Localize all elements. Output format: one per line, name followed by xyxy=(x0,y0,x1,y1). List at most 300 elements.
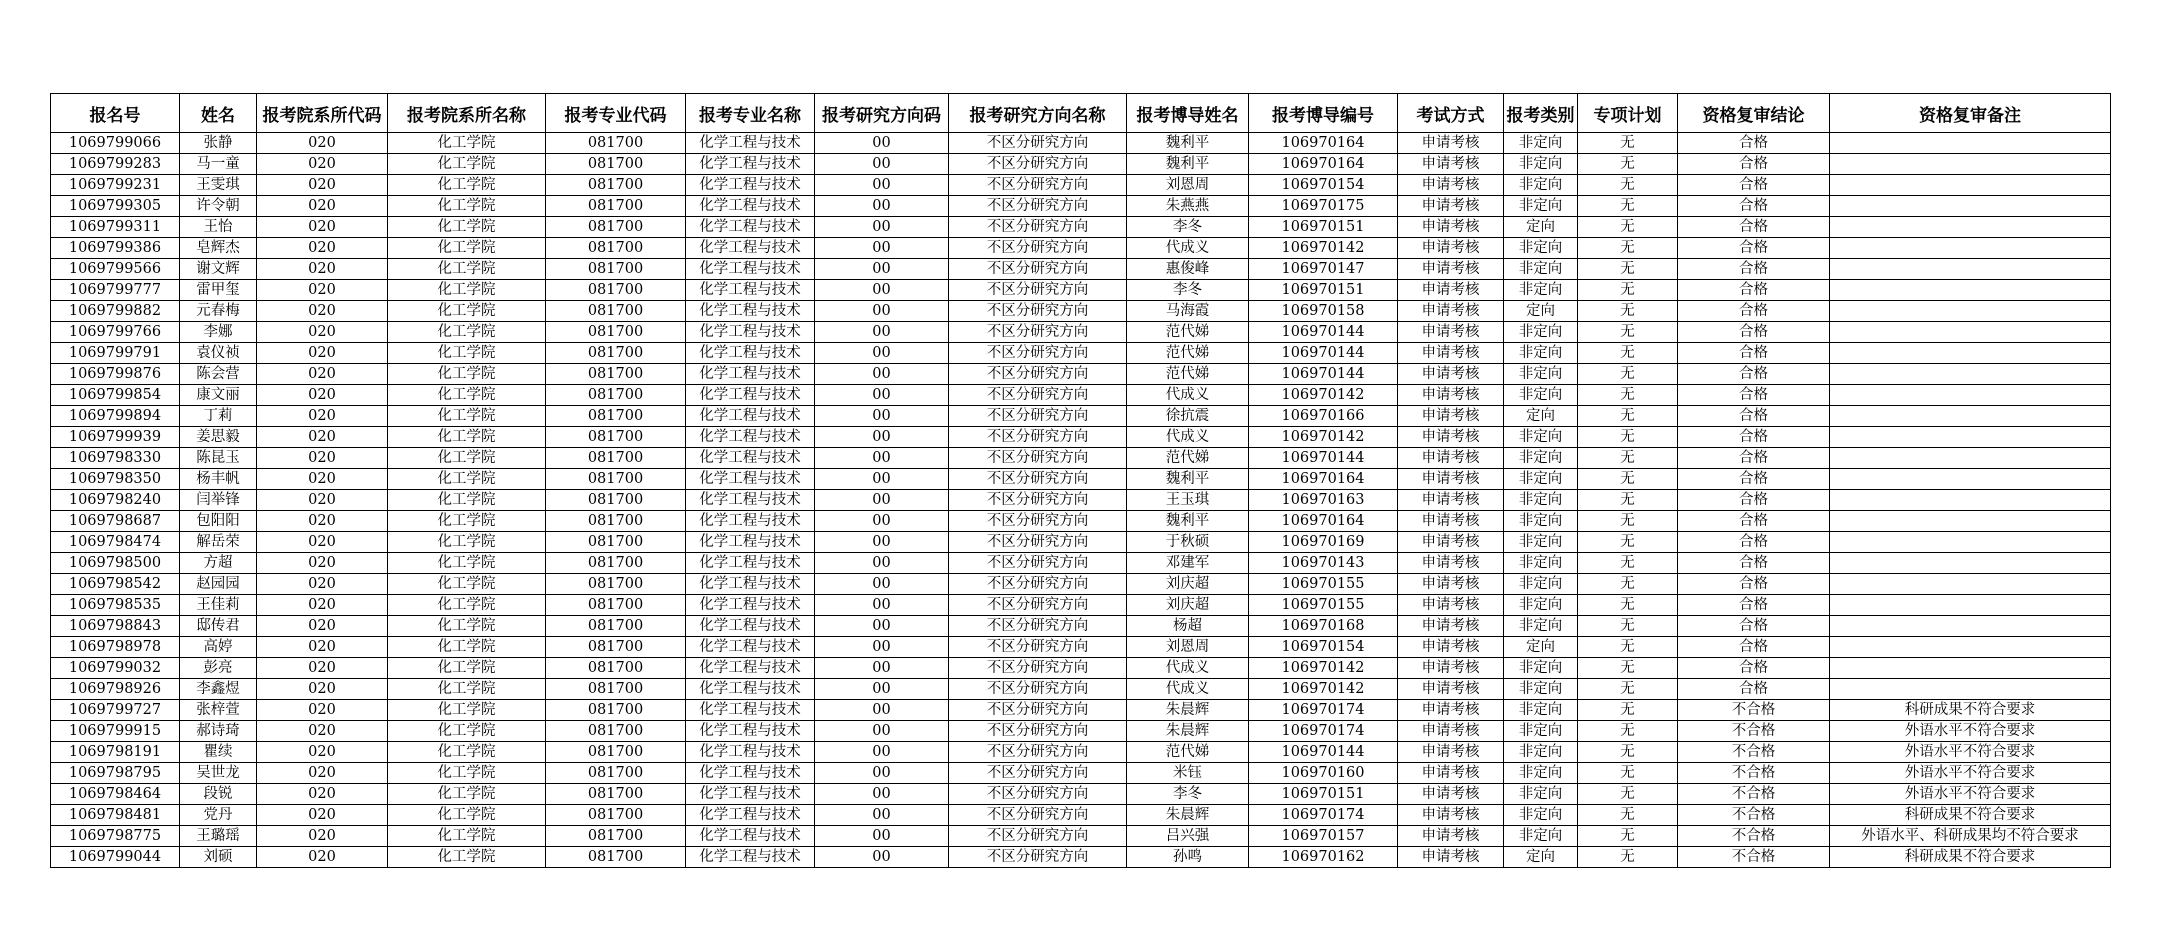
cell-category: 非定向 xyxy=(1504,532,1578,553)
cell-review-remark xyxy=(1830,595,2111,616)
cell-review-remark xyxy=(1830,322,2111,343)
cell-name: 王佳莉 xyxy=(180,595,257,616)
cell-review-result: 不合格 xyxy=(1678,784,1830,805)
cell-review-result: 合格 xyxy=(1678,574,1830,595)
table-row xyxy=(51,259,2111,280)
cell-major-code: 081700 xyxy=(546,595,686,616)
cell-name: 康文丽 xyxy=(180,385,257,406)
cell-special-plan: 无 xyxy=(1578,784,1678,805)
cell-major-code: 081700 xyxy=(546,826,686,847)
cell-special-plan: 无 xyxy=(1578,448,1678,469)
cell-direction-code: 00 xyxy=(815,364,949,385)
cell-dept-name: 化工学院 xyxy=(388,658,546,679)
cell-major-code: 081700 xyxy=(546,406,686,427)
cell-dept-name: 化工学院 xyxy=(388,364,546,385)
table-row xyxy=(51,658,2111,679)
cell-category: 非定向 xyxy=(1504,259,1578,280)
table-row xyxy=(51,847,2111,868)
cell-name: 张梓萱 xyxy=(180,700,257,721)
cell-dept-name: 化工学院 xyxy=(388,595,546,616)
cell-direction-name: 不区分研究方向 xyxy=(949,490,1127,511)
cell-review-remark xyxy=(1830,469,2111,490)
cell-review-result: 合格 xyxy=(1678,406,1830,427)
cell-review-remark: 科研成果不符合要求 xyxy=(1830,700,2111,721)
header-review-result: 资格复审结论 xyxy=(1678,94,1830,133)
cell-application-no: 1069799915 xyxy=(51,721,180,742)
cell-dept-name: 化工学院 xyxy=(388,322,546,343)
cell-direction-name: 不区分研究方向 xyxy=(949,238,1127,259)
cell-special-plan: 无 xyxy=(1578,763,1678,784)
cell-dept-name: 化工学院 xyxy=(388,280,546,301)
cell-name: 彭亮 xyxy=(180,658,257,679)
cell-review-remark xyxy=(1830,658,2111,679)
cell-dept-name: 化工学院 xyxy=(388,259,546,280)
cell-review-remark: 外语水平、科研成果均不符合要求 xyxy=(1830,826,2111,847)
cell-exam-method: 申请考核 xyxy=(1398,679,1504,700)
table-row xyxy=(51,511,2111,532)
cell-major-code: 081700 xyxy=(546,742,686,763)
cell-category: 非定向 xyxy=(1504,616,1578,637)
cell-direction-code: 00 xyxy=(815,574,949,595)
cell-review-result: 合格 xyxy=(1678,616,1830,637)
cell-review-result: 合格 xyxy=(1678,637,1830,658)
cell-review-result: 不合格 xyxy=(1678,805,1830,826)
table-row xyxy=(51,217,2111,238)
cell-dept-name: 化工学院 xyxy=(388,553,546,574)
cell-major-code: 081700 xyxy=(546,763,686,784)
cell-supervisor-id: 106970155 xyxy=(1249,595,1398,616)
cell-category: 非定向 xyxy=(1504,385,1578,406)
cell-direction-name: 不区分研究方向 xyxy=(949,532,1127,553)
table-row xyxy=(51,385,2111,406)
cell-supervisor-name: 范代娣 xyxy=(1127,448,1249,469)
table-row xyxy=(51,406,2111,427)
cell-direction-name: 不区分研究方向 xyxy=(949,385,1127,406)
cell-name: 姜思毅 xyxy=(180,427,257,448)
cell-major-name: 化学工程与技术 xyxy=(686,154,815,175)
cell-supervisor-id: 106970151 xyxy=(1249,784,1398,805)
cell-special-plan: 无 xyxy=(1578,385,1678,406)
cell-direction-name: 不区分研究方向 xyxy=(949,175,1127,196)
cell-major-code: 081700 xyxy=(546,133,686,154)
cell-direction-code: 00 xyxy=(815,196,949,217)
cell-special-plan: 无 xyxy=(1578,364,1678,385)
cell-direction-name: 不区分研究方向 xyxy=(949,805,1127,826)
cell-application-no: 1069799876 xyxy=(51,364,180,385)
cell-direction-name: 不区分研究方向 xyxy=(949,154,1127,175)
cell-supervisor-name: 代成义 xyxy=(1127,427,1249,448)
cell-direction-code: 00 xyxy=(815,343,949,364)
cell-application-no: 1069799311 xyxy=(51,217,180,238)
cell-direction-code: 00 xyxy=(815,553,949,574)
cell-review-result: 合格 xyxy=(1678,280,1830,301)
cell-supervisor-id: 106970144 xyxy=(1249,364,1398,385)
cell-dept-code: 020 xyxy=(257,742,388,763)
header-application-no: 报名号 xyxy=(51,94,180,133)
cell-review-remark xyxy=(1830,637,2111,658)
cell-exam-method: 申请考核 xyxy=(1398,658,1504,679)
cell-major-code: 081700 xyxy=(546,196,686,217)
cell-direction-name: 不区分研究方向 xyxy=(949,469,1127,490)
cell-supervisor-id: 106970147 xyxy=(1249,259,1398,280)
cell-major-name: 化学工程与技术 xyxy=(686,805,815,826)
cell-supervisor-name: 魏利平 xyxy=(1127,133,1249,154)
table-row xyxy=(51,721,2111,742)
cell-major-name: 化学工程与技术 xyxy=(686,763,815,784)
cell-category: 非定向 xyxy=(1504,721,1578,742)
cell-direction-code: 00 xyxy=(815,742,949,763)
cell-exam-method: 申请考核 xyxy=(1398,574,1504,595)
cell-special-plan: 无 xyxy=(1578,343,1678,364)
cell-exam-method: 申请考核 xyxy=(1398,847,1504,868)
header-major-name: 报考专业名称 xyxy=(686,94,815,133)
cell-supervisor-name: 朱晨辉 xyxy=(1127,721,1249,742)
cell-special-plan: 无 xyxy=(1578,574,1678,595)
cell-review-result: 合格 xyxy=(1678,427,1830,448)
cell-special-plan: 无 xyxy=(1578,406,1678,427)
table-row xyxy=(51,784,2111,805)
cell-direction-name: 不区分研究方向 xyxy=(949,679,1127,700)
cell-name: 雷甲玺 xyxy=(180,280,257,301)
cell-category: 非定向 xyxy=(1504,679,1578,700)
cell-exam-method: 申请考核 xyxy=(1398,595,1504,616)
cell-name: 高婷 xyxy=(180,637,257,658)
cell-major-code: 081700 xyxy=(546,301,686,322)
cell-dept-code: 020 xyxy=(257,301,388,322)
cell-name: 王雯琪 xyxy=(180,175,257,196)
header-supervisor-id: 报考博导编号 xyxy=(1249,94,1398,133)
cell-supervisor-id: 106970142 xyxy=(1249,658,1398,679)
cell-direction-name: 不区分研究方向 xyxy=(949,280,1127,301)
cell-major-name: 化学工程与技术 xyxy=(686,679,815,700)
cell-special-plan: 无 xyxy=(1578,259,1678,280)
cell-supervisor-id: 106970144 xyxy=(1249,742,1398,763)
cell-special-plan: 无 xyxy=(1578,637,1678,658)
cell-supervisor-name: 代成义 xyxy=(1127,679,1249,700)
cell-review-remark xyxy=(1830,490,2111,511)
table-row xyxy=(51,637,2111,658)
cell-special-plan: 无 xyxy=(1578,511,1678,532)
cell-major-name: 化学工程与技术 xyxy=(686,700,815,721)
cell-category: 非定向 xyxy=(1504,343,1578,364)
cell-major-name: 化学工程与技术 xyxy=(686,448,815,469)
cell-major-name: 化学工程与技术 xyxy=(686,574,815,595)
cell-special-plan: 无 xyxy=(1578,553,1678,574)
cell-major-code: 081700 xyxy=(546,175,686,196)
cell-review-result: 合格 xyxy=(1678,553,1830,574)
cell-major-name: 化学工程与技术 xyxy=(686,385,815,406)
table-row xyxy=(51,574,2111,595)
cell-direction-code: 00 xyxy=(815,406,949,427)
cell-exam-method: 申请考核 xyxy=(1398,322,1504,343)
cell-supervisor-id: 106970142 xyxy=(1249,427,1398,448)
cell-direction-name: 不区分研究方向 xyxy=(949,574,1127,595)
cell-review-result: 合格 xyxy=(1678,133,1830,154)
cell-major-name: 化学工程与技术 xyxy=(686,532,815,553)
cell-special-plan: 无 xyxy=(1578,532,1678,553)
cell-dept-code: 020 xyxy=(257,826,388,847)
cell-major-name: 化学工程与技术 xyxy=(686,322,815,343)
cell-category: 非定向 xyxy=(1504,280,1578,301)
cell-dept-code: 020 xyxy=(257,364,388,385)
cell-major-code: 081700 xyxy=(546,700,686,721)
cell-major-name: 化学工程与技术 xyxy=(686,469,815,490)
cell-category: 非定向 xyxy=(1504,490,1578,511)
cell-name: 张静 xyxy=(180,133,257,154)
cell-supervisor-name: 邓建军 xyxy=(1127,553,1249,574)
cell-supervisor-name: 范代娣 xyxy=(1127,742,1249,763)
cell-review-result: 合格 xyxy=(1678,154,1830,175)
cell-special-plan: 无 xyxy=(1578,742,1678,763)
cell-supervisor-name: 范代娣 xyxy=(1127,343,1249,364)
cell-dept-name: 化工学院 xyxy=(388,154,546,175)
table-row xyxy=(51,280,2111,301)
cell-exam-method: 申请考核 xyxy=(1398,133,1504,154)
cell-category: 非定向 xyxy=(1504,826,1578,847)
cell-supervisor-name: 刘恩周 xyxy=(1127,637,1249,658)
cell-exam-method: 申请考核 xyxy=(1398,238,1504,259)
cell-name: 元春梅 xyxy=(180,301,257,322)
cell-supervisor-name: 李冬 xyxy=(1127,217,1249,238)
cell-exam-method: 申请考核 xyxy=(1398,721,1504,742)
cell-category: 非定向 xyxy=(1504,175,1578,196)
cell-direction-code: 00 xyxy=(815,658,949,679)
cell-application-no: 1069798481 xyxy=(51,805,180,826)
cell-category: 非定向 xyxy=(1504,784,1578,805)
cell-direction-code: 00 xyxy=(815,511,949,532)
cell-major-code: 081700 xyxy=(546,658,686,679)
cell-name: 皂辉杰 xyxy=(180,238,257,259)
cell-supervisor-name: 朱燕燕 xyxy=(1127,196,1249,217)
cell-name: 王怡 xyxy=(180,217,257,238)
cell-major-code: 081700 xyxy=(546,280,686,301)
cell-direction-name: 不区分研究方向 xyxy=(949,406,1127,427)
cell-dept-name: 化工学院 xyxy=(388,700,546,721)
cell-supervisor-id: 106970142 xyxy=(1249,238,1398,259)
cell-supervisor-id: 106970154 xyxy=(1249,637,1398,658)
cell-review-result: 不合格 xyxy=(1678,826,1830,847)
cell-review-result: 合格 xyxy=(1678,595,1830,616)
cell-category: 定向 xyxy=(1504,406,1578,427)
cell-exam-method: 申请考核 xyxy=(1398,196,1504,217)
cell-major-name: 化学工程与技术 xyxy=(686,406,815,427)
cell-special-plan: 无 xyxy=(1578,700,1678,721)
cell-major-code: 081700 xyxy=(546,448,686,469)
cell-supervisor-id: 106970144 xyxy=(1249,448,1398,469)
cell-name: 方超 xyxy=(180,553,257,574)
cell-major-code: 081700 xyxy=(546,805,686,826)
table-row xyxy=(51,343,2111,364)
cell-dept-code: 020 xyxy=(257,532,388,553)
cell-dept-code: 020 xyxy=(257,280,388,301)
cell-supervisor-name: 朱晨辉 xyxy=(1127,805,1249,826)
cell-dept-name: 化工学院 xyxy=(388,532,546,553)
cell-major-code: 081700 xyxy=(546,469,686,490)
cell-review-remark xyxy=(1830,385,2111,406)
cell-exam-method: 申请考核 xyxy=(1398,364,1504,385)
cell-direction-name: 不区分研究方向 xyxy=(949,763,1127,784)
cell-review-result: 不合格 xyxy=(1678,742,1830,763)
cell-major-code: 081700 xyxy=(546,532,686,553)
cell-review-remark xyxy=(1830,448,2111,469)
cell-supervisor-name: 魏利平 xyxy=(1127,469,1249,490)
header-name: 姓名 xyxy=(180,94,257,133)
table-row xyxy=(51,469,2111,490)
cell-review-remark xyxy=(1830,259,2111,280)
cell-name: 邸传君 xyxy=(180,616,257,637)
cell-special-plan: 无 xyxy=(1578,427,1678,448)
cell-major-name: 化学工程与技术 xyxy=(686,217,815,238)
cell-category: 非定向 xyxy=(1504,658,1578,679)
cell-direction-code: 00 xyxy=(815,721,949,742)
cell-supervisor-id: 106970158 xyxy=(1249,301,1398,322)
cell-category: 非定向 xyxy=(1504,448,1578,469)
cell-name: 马一童 xyxy=(180,154,257,175)
cell-major-name: 化学工程与技术 xyxy=(686,490,815,511)
header-dept-name: 报考院系所名称 xyxy=(388,94,546,133)
cell-application-no: 1069799882 xyxy=(51,301,180,322)
cell-dept-code: 020 xyxy=(257,700,388,721)
cell-review-result: 合格 xyxy=(1678,364,1830,385)
cell-category: 非定向 xyxy=(1504,595,1578,616)
cell-review-remark: 外语水平不符合要求 xyxy=(1830,721,2111,742)
cell-dept-name: 化工学院 xyxy=(388,574,546,595)
cell-direction-name: 不区分研究方向 xyxy=(949,616,1127,637)
cell-dept-code: 020 xyxy=(257,658,388,679)
cell-supervisor-id: 106970155 xyxy=(1249,574,1398,595)
cell-supervisor-id: 106970168 xyxy=(1249,616,1398,637)
cell-review-remark xyxy=(1830,427,2111,448)
cell-direction-code: 00 xyxy=(815,532,949,553)
cell-direction-code: 00 xyxy=(815,469,949,490)
header-direction-code: 报考研究方向码 xyxy=(815,94,949,133)
cell-review-result: 不合格 xyxy=(1678,847,1830,868)
cell-name: 李娜 xyxy=(180,322,257,343)
cell-review-remark xyxy=(1830,154,2111,175)
cell-exam-method: 申请考核 xyxy=(1398,805,1504,826)
cell-dept-name: 化工学院 xyxy=(388,133,546,154)
cell-dept-code: 020 xyxy=(257,595,388,616)
cell-supervisor-id: 106970142 xyxy=(1249,679,1398,700)
cell-application-no: 1069798500 xyxy=(51,553,180,574)
table-row xyxy=(51,175,2111,196)
cell-dept-code: 020 xyxy=(257,133,388,154)
cell-dept-code: 020 xyxy=(257,784,388,805)
cell-review-remark xyxy=(1830,217,2111,238)
table-row xyxy=(51,763,2111,784)
cell-direction-code: 00 xyxy=(815,280,949,301)
cell-application-no: 1069799305 xyxy=(51,196,180,217)
cell-supervisor-id: 106970162 xyxy=(1249,847,1398,868)
cell-application-no: 1069799777 xyxy=(51,280,180,301)
cell-dept-name: 化工学院 xyxy=(388,721,546,742)
header-review-remark: 资格复审备注 xyxy=(1830,94,2111,133)
table-row xyxy=(51,532,2111,553)
cell-major-name: 化学工程与技术 xyxy=(686,427,815,448)
cell-exam-method: 申请考核 xyxy=(1398,700,1504,721)
cell-direction-name: 不区分研究方向 xyxy=(949,826,1127,847)
cell-dept-name: 化工学院 xyxy=(388,343,546,364)
table-row xyxy=(51,490,2111,511)
cell-exam-method: 申请考核 xyxy=(1398,826,1504,847)
cell-supervisor-id: 106970154 xyxy=(1249,175,1398,196)
cell-review-result: 合格 xyxy=(1678,343,1830,364)
cell-name: 王璐瑶 xyxy=(180,826,257,847)
cell-dept-code: 020 xyxy=(257,490,388,511)
table-row xyxy=(51,595,2111,616)
cell-major-name: 化学工程与技术 xyxy=(686,742,815,763)
cell-direction-name: 不区分研究方向 xyxy=(949,217,1127,238)
cell-dept-name: 化工学院 xyxy=(388,196,546,217)
cell-major-code: 081700 xyxy=(546,616,686,637)
cell-dept-code: 020 xyxy=(257,553,388,574)
header-dept-code: 报考院系所代码 xyxy=(257,94,388,133)
cell-dept-name: 化工学院 xyxy=(388,784,546,805)
cell-dept-name: 化工学院 xyxy=(388,511,546,532)
cell-review-remark xyxy=(1830,532,2111,553)
cell-major-name: 化学工程与技术 xyxy=(686,259,815,280)
cell-name: 丁莉 xyxy=(180,406,257,427)
cell-name: 谢文辉 xyxy=(180,259,257,280)
cell-major-name: 化学工程与技术 xyxy=(686,364,815,385)
cell-application-no: 1069798843 xyxy=(51,616,180,637)
cell-dept-code: 020 xyxy=(257,805,388,826)
cell-category: 非定向 xyxy=(1504,742,1578,763)
cell-supervisor-name: 魏利平 xyxy=(1127,154,1249,175)
cell-dept-name: 化工学院 xyxy=(388,847,546,868)
cell-supervisor-name: 王玉琪 xyxy=(1127,490,1249,511)
cell-special-plan: 无 xyxy=(1578,826,1678,847)
cell-name: 杨丰帆 xyxy=(180,469,257,490)
cell-name: 陈昆玉 xyxy=(180,448,257,469)
cell-application-no: 1069799939 xyxy=(51,427,180,448)
cell-special-plan: 无 xyxy=(1578,595,1678,616)
table-row xyxy=(51,448,2111,469)
cell-name: 刘硕 xyxy=(180,847,257,868)
cell-review-remark xyxy=(1830,553,2111,574)
cell-direction-code: 00 xyxy=(815,133,949,154)
cell-name: 郝诗琦 xyxy=(180,721,257,742)
cell-supervisor-id: 106970164 xyxy=(1249,469,1398,490)
cell-name: 赵园园 xyxy=(180,574,257,595)
table-row xyxy=(51,322,2111,343)
cell-application-no: 1069798978 xyxy=(51,637,180,658)
cell-supervisor-name: 范代娣 xyxy=(1127,364,1249,385)
cell-major-name: 化学工程与技术 xyxy=(686,637,815,658)
table-row xyxy=(51,364,2111,385)
cell-major-code: 081700 xyxy=(546,679,686,700)
cell-dept-name: 化工学院 xyxy=(388,679,546,700)
cell-major-name: 化学工程与技术 xyxy=(686,784,815,805)
table-row xyxy=(51,427,2111,448)
cell-application-no: 1069799727 xyxy=(51,700,180,721)
cell-category: 非定向 xyxy=(1504,322,1578,343)
cell-dept-code: 020 xyxy=(257,259,388,280)
cell-direction-code: 00 xyxy=(815,763,949,784)
cell-dept-code: 020 xyxy=(257,217,388,238)
cell-name: 袁仪祯 xyxy=(180,343,257,364)
table-row xyxy=(51,133,2111,154)
cell-major-code: 081700 xyxy=(546,427,686,448)
cell-supervisor-name: 代成义 xyxy=(1127,658,1249,679)
cell-application-no: 1069799566 xyxy=(51,259,180,280)
cell-dept-code: 020 xyxy=(257,196,388,217)
cell-major-code: 081700 xyxy=(546,322,686,343)
cell-major-code: 081700 xyxy=(546,217,686,238)
cell-dept-code: 020 xyxy=(257,238,388,259)
cell-review-result: 合格 xyxy=(1678,490,1830,511)
cell-application-no: 1069798687 xyxy=(51,511,180,532)
